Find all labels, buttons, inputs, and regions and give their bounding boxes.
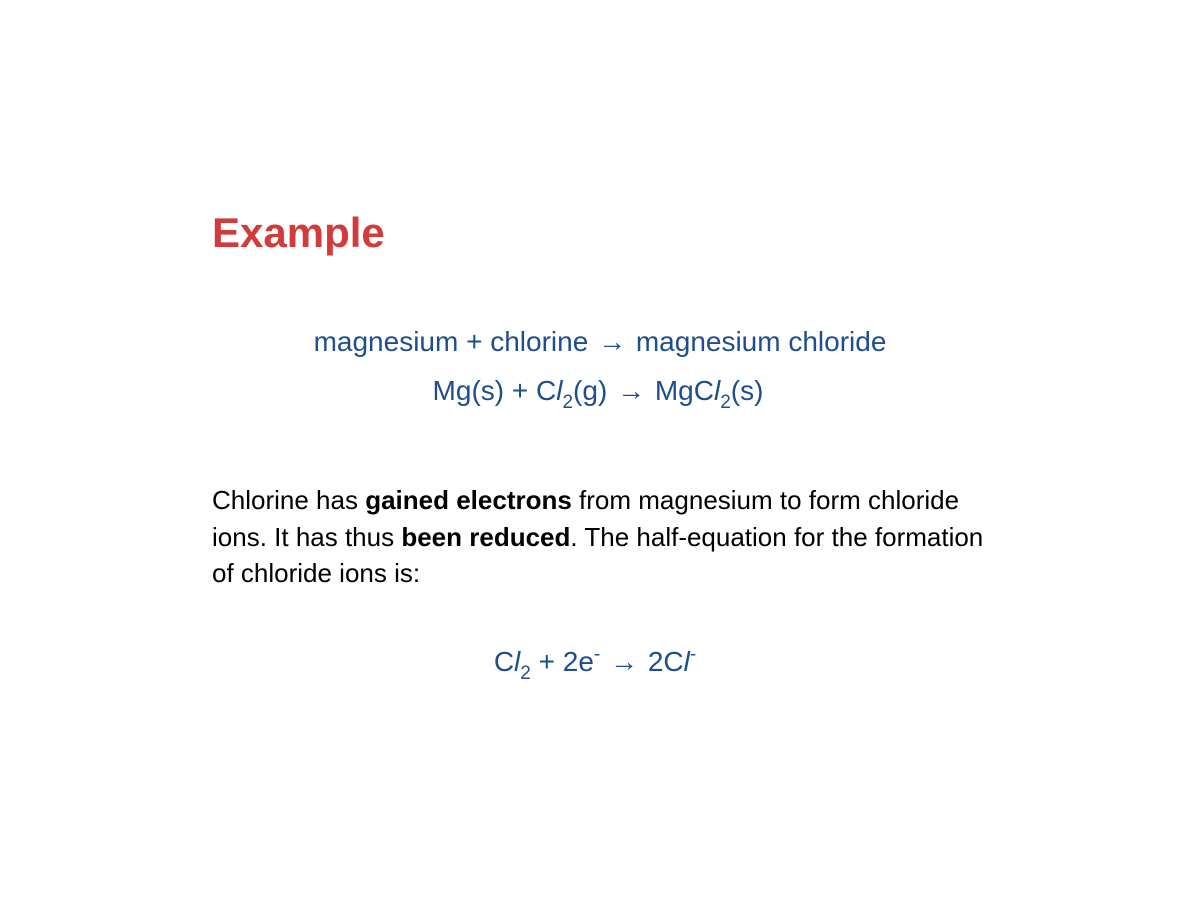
explanation-paragraph [212, 482, 1012, 592]
half-equation-cl-letter: l [514, 646, 521, 677]
slide-title: Example [212, 209, 385, 256]
symbol-equation-product-subscript: 2 [720, 392, 731, 413]
half-equation-product: 2C [647, 646, 684, 677]
paragraph-bold-gained-electrons: gained electrons [365, 485, 572, 515]
paragraph-text-2: from magnesium to form chloride ions. It has thus [212, 485, 960, 552]
word-equation-products: magnesium chloride [635, 326, 887, 357]
symbol-equation-cl-letter: l [556, 375, 563, 406]
half-equation-product-charge: - [689, 644, 697, 665]
paragraph-text-1: Chlorine has [212, 485, 366, 515]
reaction-arrow-icon: → [617, 375, 646, 406]
word-equation-reactants: magnesium + chlorine [313, 326, 589, 357]
half-equation-cl-subscript: 2 [520, 663, 531, 684]
symbol-equation-gas-state: (g) [573, 375, 608, 406]
half-equation-cl: C [493, 646, 515, 677]
symbol-equation-product-cl-letter: l [713, 375, 721, 406]
reaction-arrow-icon: → [610, 646, 639, 677]
symbol-equation-reactant-mg: Mg(s) + C [432, 375, 557, 406]
paragraph-text-3: . The half-equation for the formation of chloride ions is: [212, 521, 984, 588]
half-equation-electrons: + 2e [530, 646, 594, 677]
symbol-equation-cl-subscript: 2 [562, 392, 574, 413]
symbol-equation-product: MgC [654, 375, 714, 406]
reaction-arrow-icon: → [598, 326, 627, 357]
word-equation [0, 322, 1200, 362]
half-equation [0, 642, 1190, 682]
half-equation-product-letter: l [683, 646, 690, 677]
half-equation-electron-charge: - [593, 644, 601, 665]
symbol-equation-solid-state: (s) [730, 375, 764, 406]
paragraph-bold-been-reduced: been reduced [401, 521, 571, 552]
symbol-equation [0, 371, 1196, 411]
